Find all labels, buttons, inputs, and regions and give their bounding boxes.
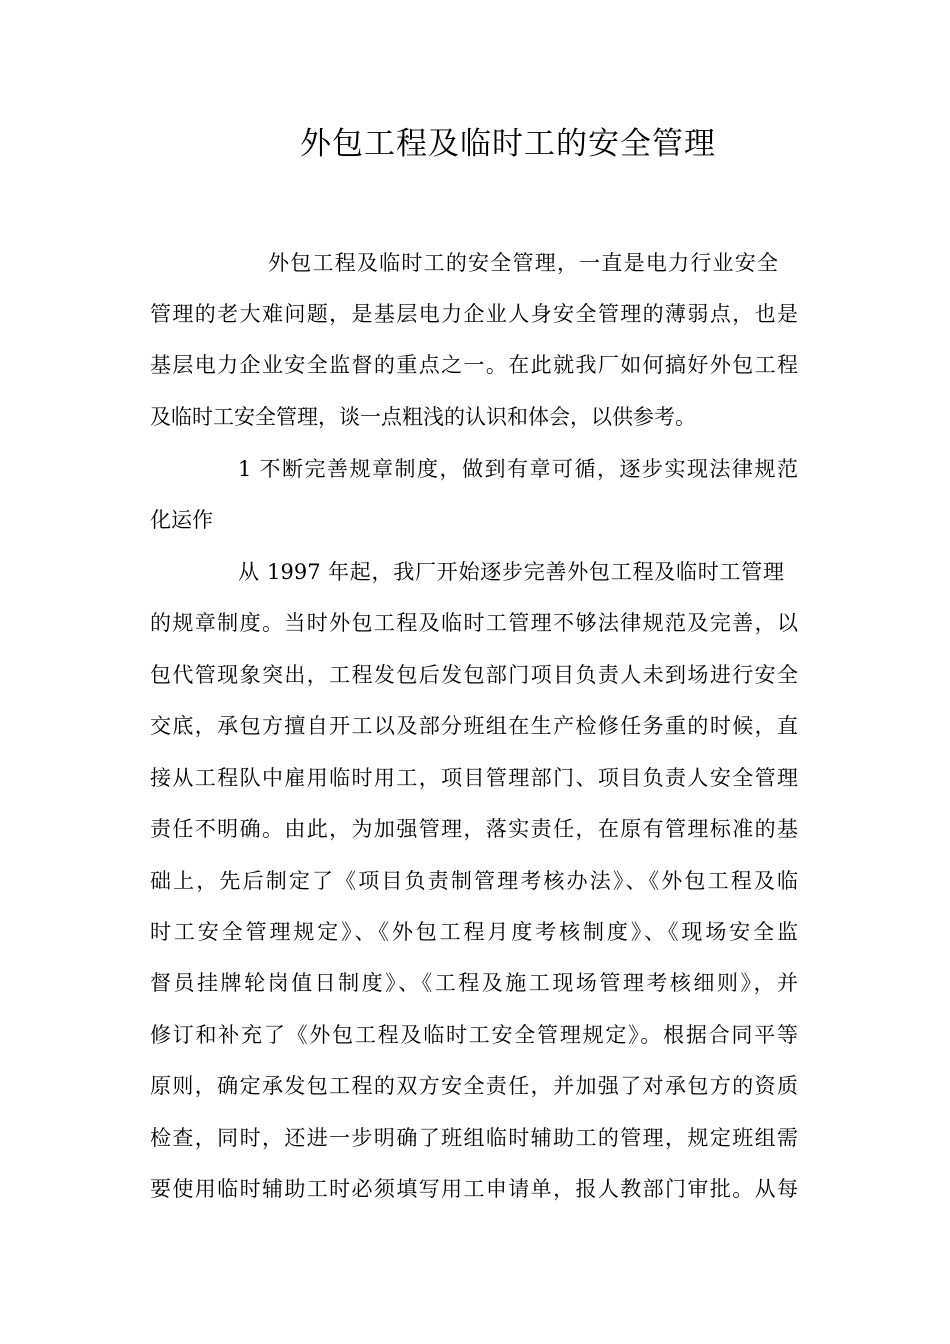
paragraph-line: 督员挂牌轮岗值日制度》、《工程及施工现场管理考核细则》，并 — [150, 971, 798, 995]
paragraph-line: 础上，先后制定了《项目负责制管理考核办法》、《外包工程及临 — [150, 869, 798, 893]
paragraph-line: 要使用临时辅助工时必须填写用工申请单，报人教部门审批。从每 — [150, 1177, 798, 1201]
paragraph-line: 接从工程队中雇用临时用工，项目管理部门、项目负责人安全管理 — [150, 766, 798, 790]
paragraph-line: 检查，同时，还进一步明确了班组临时辅助工的管理，规定班组需 — [150, 1126, 798, 1150]
document-title: 外包工程及临时工的安全管理 — [300, 126, 716, 162]
paragraph-line: 修订和补充了《外包工程及临时工安全管理规定》。根据合同平等 — [150, 1023, 798, 1047]
section-heading-line: 1 不断完善规章制度，做到有章可循，逐步实现法律规范 — [238, 457, 798, 481]
paragraph-line: 基层电力企业安全监督的重点之一。在此就我厂如何搞好外包工程 — [150, 353, 798, 377]
paragraph-line: 外包工程及临时工的安全管理，一直是电力行业安全 — [268, 251, 778, 275]
paragraph-line: 及临时工安全管理，谈一点粗浅的认识和体会，以供参考。 — [150, 405, 696, 429]
paragraph-line: 时工安全管理规定》、《外包工程月度考核制度》、《现场安全监 — [150, 920, 798, 944]
paragraph-line: 责任不明确。由此，为加强管理，落实责任，在原有管理标准的基 — [150, 817, 798, 841]
paragraph-line: 包代管现象突出，工程发包后发包部门项目负责人未到场进行安全 — [150, 663, 798, 687]
paragraph-line: 管理的老大难问题，是基层电力企业人身安全管理的薄弱点，也是 — [150, 302, 798, 326]
paragraph-line: 从 1997 年起，我厂开始逐步完善外包工程及临时工管理 — [238, 560, 784, 584]
paragraph-line: 的规章制度。当时外包工程及临时工管理不够法律规范及完善，以 — [150, 611, 798, 635]
paragraph-line: 原则，确定承发包工程的双方安全责任，并加强了对承包方的资质 — [150, 1074, 798, 1098]
paragraph-line: 交底，承包方擅自开工以及部分班组在生产检修任务重的时候，直 — [150, 714, 798, 738]
section-heading-line: 化运作 — [150, 508, 213, 532]
